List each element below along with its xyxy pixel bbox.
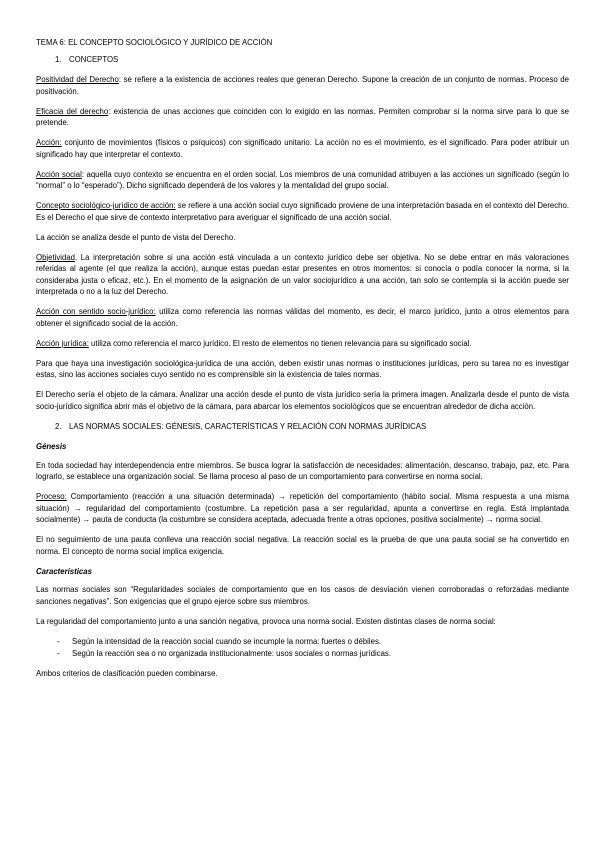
paragraph-text: utiliza como referencia las normas válidas del momento, es decir, el marco jurídico, junto a otros elementos para obtener el significado social de la acción.: [36, 307, 569, 328]
term: Acción jurídica:: [36, 338, 89, 348]
list-bullet: -: [57, 648, 60, 658]
paragraph-text: conjunto de movimientos (físicos o psíquicos) con significado unitario. La acción no es el movimiento, es el significado. Para poder atribuir un significado hay que interpretar el contexto.: [36, 138, 569, 159]
paragraph-text: : se refiere a la existencia de acciones reales que generan Derecho. Supone la creación de un conjunto de normas. Proceso de positivación.: [36, 75, 569, 96]
subheading-caracteristicas: Características: [36, 566, 92, 576]
paragraph-text: . La interpretación sobre si una acción está vinculada a un contexto jurídico debe ser objetiva. No se debe entrar en más valoraciones referidas al agente (el que realiza la acción), aunque estas puedan estar presentes en otros momentos: si conocía o podía conocer la norma, si la consideraba justa o eficaz, etc.). En el momento de la asignación de un valor sociojurídico a una acción, tan solo se contempla si la acción puede ser interpretada o no a la luz del Derecho.: [36, 252, 569, 296]
paragraph-eficacia: [36, 106, 569, 129]
paragraph-text: utiliza como referencia el marco jurídico. El resto de elementos no tienen relevancia para su significado social.: [88, 338, 472, 348]
paragraph-accion-juridica: [36, 338, 569, 350]
paragraph-investigacion: Para que haya una investigación sociológica-jurídica de una acción, deben existir unas normas o instituciones jurídicas, pero su tarea no es investigar estas, sino las acciones sociales cuyo sentido no es comprensible sin la existencia de tales normas.: [36, 358, 569, 379]
section-heading-1: [55, 54, 569, 66]
list-item-text: Según la reacción sea o no organizada institucionalmente: usos sociales o normas jurídicas.: [72, 648, 391, 658]
section-heading-2: [55, 421, 569, 433]
list-item: [57, 636, 569, 648]
term: Acción:: [36, 138, 62, 147]
section-number: 2.: [55, 421, 62, 431]
paragraph-proceso: [36, 491, 569, 526]
document-title: TEMA 6: EL CONCEPTO SOCIOLÓGICO Y JURÍDICO DE ACCIÓN: [36, 38, 273, 47]
paragraph-accion: [36, 137, 569, 160]
term: Acción social: [36, 169, 82, 179]
paragraph-reaccion-social: El no seguimiento de una pauta conlleva una reacción social negativa. La reacción social es la prueba de que una pauta social se ha convertido en norma. El concepto de norma social implica exigencia.: [36, 535, 569, 556]
paragraph-text: se refiere a una acción social cuyo significado proviene de una interpretación basada en el contexto del Derecho. Es el Derecho el que sirve de contexto interpretativo para averiguar el significado de una acción social.: [36, 201, 569, 222]
term: Concepto sociológico-jurídico de acción:: [36, 201, 176, 210]
paragraph-text: : existencia de unas acciones que coinciden con lo exigido en las normas. Permiten comprobar si la norma sirve para lo que se pretende.: [36, 106, 569, 127]
paragraph-combinacion: Ambos criterios de clasificación pueden combinarse.: [36, 668, 218, 678]
paragraph-accion-social: [36, 169, 569, 192]
paragraph-analisis: La acción se analiza desde el punto de vista del Derecho.: [36, 232, 236, 242]
paragraph-positividad: [36, 74, 569, 97]
classification-list: [36, 636, 569, 660]
section-title: LAS NORMAS SOCIALES: GÉNESIS, CARACTERÍSTICAS Y RELACIÓN CON NORMAS JURÍDICAS: [69, 421, 427, 431]
section-title: CONCEPTOS: [69, 54, 119, 64]
paragraph-objetividad: [36, 252, 569, 298]
term: Positividad del Derecho: [36, 75, 119, 84]
term: Acción con sentido socio-jurídico:: [36, 307, 156, 316]
paragraph-camara: El Derecho sería el objeto de la cámara. Analizar una acción desde el punto de vista jurídico sería la primera imagen. Analizarla desde el punto de vista socio-jurídico significa abrir más el objetivo de la cámara, para abarcar los elementos sociológicos que se encuentran alrededor de dicha acción.: [36, 390, 569, 411]
subheading-genesis: Génesis: [36, 442, 67, 451]
term: Proceso:: [36, 492, 67, 501]
list-item: [57, 648, 569, 660]
list-bullet: -: [57, 636, 60, 646]
term: Objetividad: [36, 252, 76, 262]
paragraph-text: : aquella cuyo contexto se encuentra en el orden social. Los miembros de una comunidad atribuyen a las acciones un significado (según lo “normal” o lo “esperado”). Dicho significado dependerá de los valores y la mentalidad del grupo social.: [36, 169, 569, 190]
paragraph-definicion: Las normas sociales son “Regularidades sociales de comportamiento que en los casos de desviación vienen corroboradas o reforzadas mediante sanciones negativas”. Son exigencias que el grupo ejerce sobre sus miembros.: [36, 585, 569, 606]
paragraph-text: Comportamiento (reacción a una situación determinada) → repetición del comportamiento (hábito social. Misma respuesta a una misma situación) → regularidad del comportamiento (costumbre. La repetición pasa a ser regularidad, apunta a convertirse en regla. Está implantada socialmente) → pauta de conducta (la costumbre se considera aceptada, adecuada frente a otras opciones, positiva socialmente) → norma social.: [36, 492, 569, 524]
paragraph-sentido-sociojuridico: [36, 306, 569, 329]
paragraph-concepto: [36, 200, 569, 223]
term: Eficacia del derecho: [36, 106, 109, 116]
paragraph-interdependencia: En toda sociedad hay interdependencia entre miembros. Se busca lograr la satisfacción de necesidades: alimentación, descanso, trabajo, paz, etc. Para lograrlo, se establece una organización social. Se llama proceso al paso de un comportamiento para convertirse en norma social.: [36, 460, 569, 481]
paragraph-clases: La regularidad del comportamiento junto a una sanción negativa, provoca una norma social. Existen distintas clases de norma social:: [36, 616, 496, 626]
section-number: 1.: [55, 54, 62, 64]
list-item-text: Según la intensidad de la reacción social cuando se incumple la norma: fuertes o débiles.: [72, 636, 382, 646]
